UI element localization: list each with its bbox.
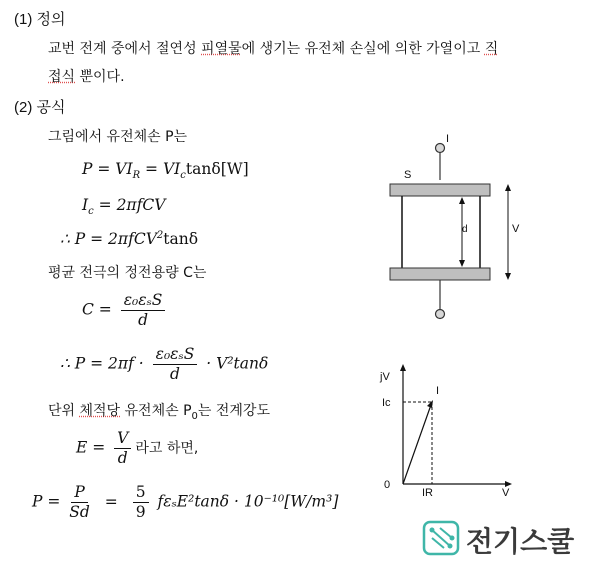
label-distance: d xyxy=(462,224,468,235)
formula-capacitance xyxy=(82,292,169,329)
electrode-diagram xyxy=(384,128,534,324)
formula-field xyxy=(76,430,198,467)
formula-capacitance-fraction xyxy=(121,292,166,329)
formula-power-density xyxy=(32,484,338,521)
brand-logo xyxy=(422,518,594,558)
definition-text-c: 뿐이다. xyxy=(75,69,125,85)
formula-power-density-num: P xyxy=(71,484,87,503)
unit-volume-a: 단위 xyxy=(48,403,80,419)
label-voltage: V xyxy=(512,223,520,235)
circuit-logo-icon xyxy=(422,520,460,556)
formula-capacitance-lhs: C = xyxy=(82,300,112,319)
formula-intro: 그림에서 유전체손 P는 xyxy=(48,129,188,145)
formula-power-capacitance-den: d xyxy=(170,365,180,384)
formula-power-density-coef xyxy=(133,484,149,521)
formula-power-density-fraction xyxy=(69,484,90,521)
formula-field-lhs: E = xyxy=(76,438,106,457)
bottom-terminal xyxy=(436,310,445,319)
formula-power-tail: tanδ[W] xyxy=(185,160,249,178)
section-heading-definition: (1) 정의 xyxy=(14,11,66,28)
formula-power-sub-r: R xyxy=(132,170,141,182)
formula-capacitance-num: ε₀εₛS xyxy=(121,292,166,311)
formula-power-capacitance-lhs: ∴ P = 2πf · xyxy=(60,354,144,373)
label-ic: Ic xyxy=(382,397,391,409)
formula-power-a: P = VI xyxy=(82,160,133,178)
distance-arrow-head-top xyxy=(459,197,465,204)
voltage-arrow-head-bottom xyxy=(505,273,511,280)
formula-field-den: d xyxy=(117,449,128,468)
top-electrode-plate xyxy=(390,184,490,196)
formula-power-b: = VI xyxy=(140,160,181,178)
voltage-arrow-head-top xyxy=(505,184,511,191)
definition-line-1 xyxy=(48,38,498,58)
formula-power-result-a: ∴ P = 2πfCV xyxy=(60,230,157,249)
formula-ic-a: I xyxy=(82,196,89,214)
label-top-current: I xyxy=(446,133,450,145)
definition-text-a: 교번 전계 중에서 절연성 xyxy=(48,41,202,57)
label-surface: S xyxy=(404,169,412,181)
bottom-electrode-plate xyxy=(390,268,490,280)
formula-power-capacitance-fraction xyxy=(153,346,198,383)
formula-power-density-coef-den: 9 xyxy=(135,503,146,522)
label-jv: jV xyxy=(380,371,390,383)
formula-power-capacitance-tail: · V²tanδ xyxy=(206,354,269,373)
capacitance-intro: 평균 전극의 정전용량 C는 xyxy=(48,265,207,281)
label-v-axis: V xyxy=(502,487,510,499)
formula-capacitance-den: d xyxy=(138,311,149,330)
formula-ic-sub: c xyxy=(88,206,94,218)
definition-underlined-term: 피열물 xyxy=(201,41,242,57)
formula-power-density-lhs: P = xyxy=(32,492,61,511)
formula-power-result-tail: tanδ xyxy=(163,230,199,249)
section-heading-formula: (2) 공식 xyxy=(14,99,66,116)
formula-power-density-tail: fεₛE²tanδ · 10⁻¹⁰[W/m³] xyxy=(157,492,339,511)
unit-volume-sub: 0 xyxy=(191,410,198,422)
definition-underlined-term-2: 직 xyxy=(484,41,499,57)
definition-text-b: 에 생기는 유전체 손실에 의한 가열이고 xyxy=(241,41,485,57)
formula-field-num: V xyxy=(114,430,131,449)
unit-volume-b: 유전체손 P xyxy=(120,403,192,419)
current-phasor xyxy=(403,402,432,484)
unit-volume-underlined: 체적당 xyxy=(79,403,121,419)
definition-line-2 xyxy=(48,66,125,86)
formula-power-density-coef-num: 5 xyxy=(133,484,149,503)
label-ir: IR xyxy=(422,487,433,499)
phasor-diagram xyxy=(372,358,532,502)
label-origin: 0 xyxy=(384,479,391,491)
formula-ic-b: = 2πfCV xyxy=(93,196,166,214)
unit-volume-line xyxy=(48,400,270,422)
label-current: I xyxy=(436,385,440,397)
definition-underlined-term-3: 접식 xyxy=(48,69,76,85)
y-axis-arrow xyxy=(400,364,406,371)
formula-power-result xyxy=(60,230,198,248)
formula-power xyxy=(82,160,249,181)
unit-volume-end: 는 전계강도 xyxy=(197,403,270,419)
distance-arrow-head-bottom xyxy=(459,260,465,267)
formula-power-density-eq: = xyxy=(104,492,118,511)
formula-power-capacitance-num: ε₀εₛS xyxy=(153,346,198,365)
formula-ic xyxy=(82,196,165,217)
formula-power-capacitance xyxy=(60,346,268,383)
formula-power-result-sup: 2 xyxy=(156,230,164,241)
brand-logo-text: 전기스쿨 xyxy=(466,525,575,558)
top-terminal xyxy=(436,144,445,153)
formula-field-suffix: 라고 하면, xyxy=(135,440,199,457)
formula-field-fraction xyxy=(114,430,131,467)
current-phasor-arrow xyxy=(427,400,433,408)
formula-power-density-den: Sd xyxy=(69,503,90,522)
formula-power-sub-c: c xyxy=(180,170,186,182)
